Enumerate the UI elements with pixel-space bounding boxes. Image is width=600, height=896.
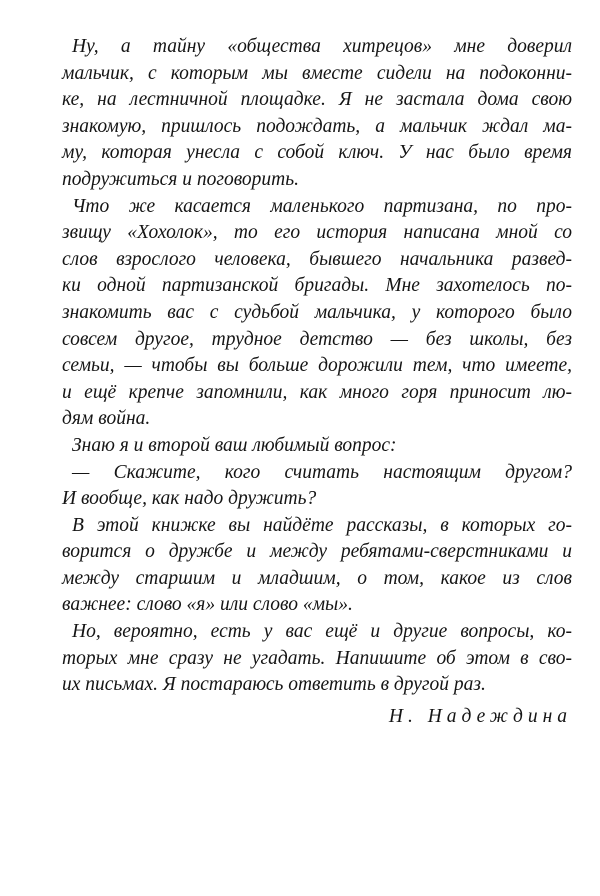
text-line: семьи, — чтобы вы больше дорожили тем, что имеете, [62,355,572,377]
paragraph [62,460,572,513]
paragraph [62,194,572,433]
text-line: звищу «Хохолок», то его история написана мной со [62,222,572,244]
text-line: ворится о дружбе и между ребятами-сверстниками и [62,541,572,563]
text-line: знакомить вас с судьбой мальчика, у которого было [62,301,572,323]
text-line: Но, вероятно, есть у вас ещё и другие вопросы, ко- [72,621,572,643]
text-line: мальчик, с которым мы вместе сидели на подоконни- [62,62,572,84]
text-line: Ну, а тайну «общества хитрецов» мне доверил [72,36,572,57]
text-line: — Скажите, кого считать настоящим другом? [72,461,572,483]
text-line: их письмах. Я постараюсь ответить в другой раз. [62,674,486,696]
paragraph [62,619,572,699]
text-line: му, которая унесла с собой ключ. У нас было время [62,142,572,164]
text-line: знакомую, пришлось подождать, а мальчик ждал ма- [62,115,572,137]
text-line: И вообще, как надо дружить? [62,488,317,510]
text-line: между старшим и младшим, о том, какое из слов [62,567,572,589]
text-line: слов взрослого человека, бывшего начальника развед- [62,248,572,270]
letter-body [62,34,572,699]
text-line: торых мне сразу не угадать. Напишите об этом в сво- [62,647,572,669]
paragraph [62,433,572,460]
text-line: совсем другое, трудное детство — без школы, без [62,328,572,350]
text-line: и ещё крепче запомнили, как много горя приносит лю- [62,381,572,403]
author-signature: Н. Надеждина [388,706,572,727]
text-line: дям война. [62,408,151,430]
paragraph [62,34,572,194]
text-line: Что же касается маленького партизана, по про- [72,195,572,217]
text-line: ки одной партизанской бригады. Мне захотелось по- [62,275,572,297]
text-line: Знаю я и второй ваш любимый вопрос: [72,434,397,456]
text-line: важнее: слово «я» или слово «мы». [62,594,353,616]
paragraph [62,513,572,619]
text-line: подружиться и поговорить. [62,168,299,190]
text-line: ке, на лестничной площадке. Я не застала дома свою [62,89,572,111]
text-line: В этой книжке вы найдёте рассказы, в которых го- [72,514,572,536]
